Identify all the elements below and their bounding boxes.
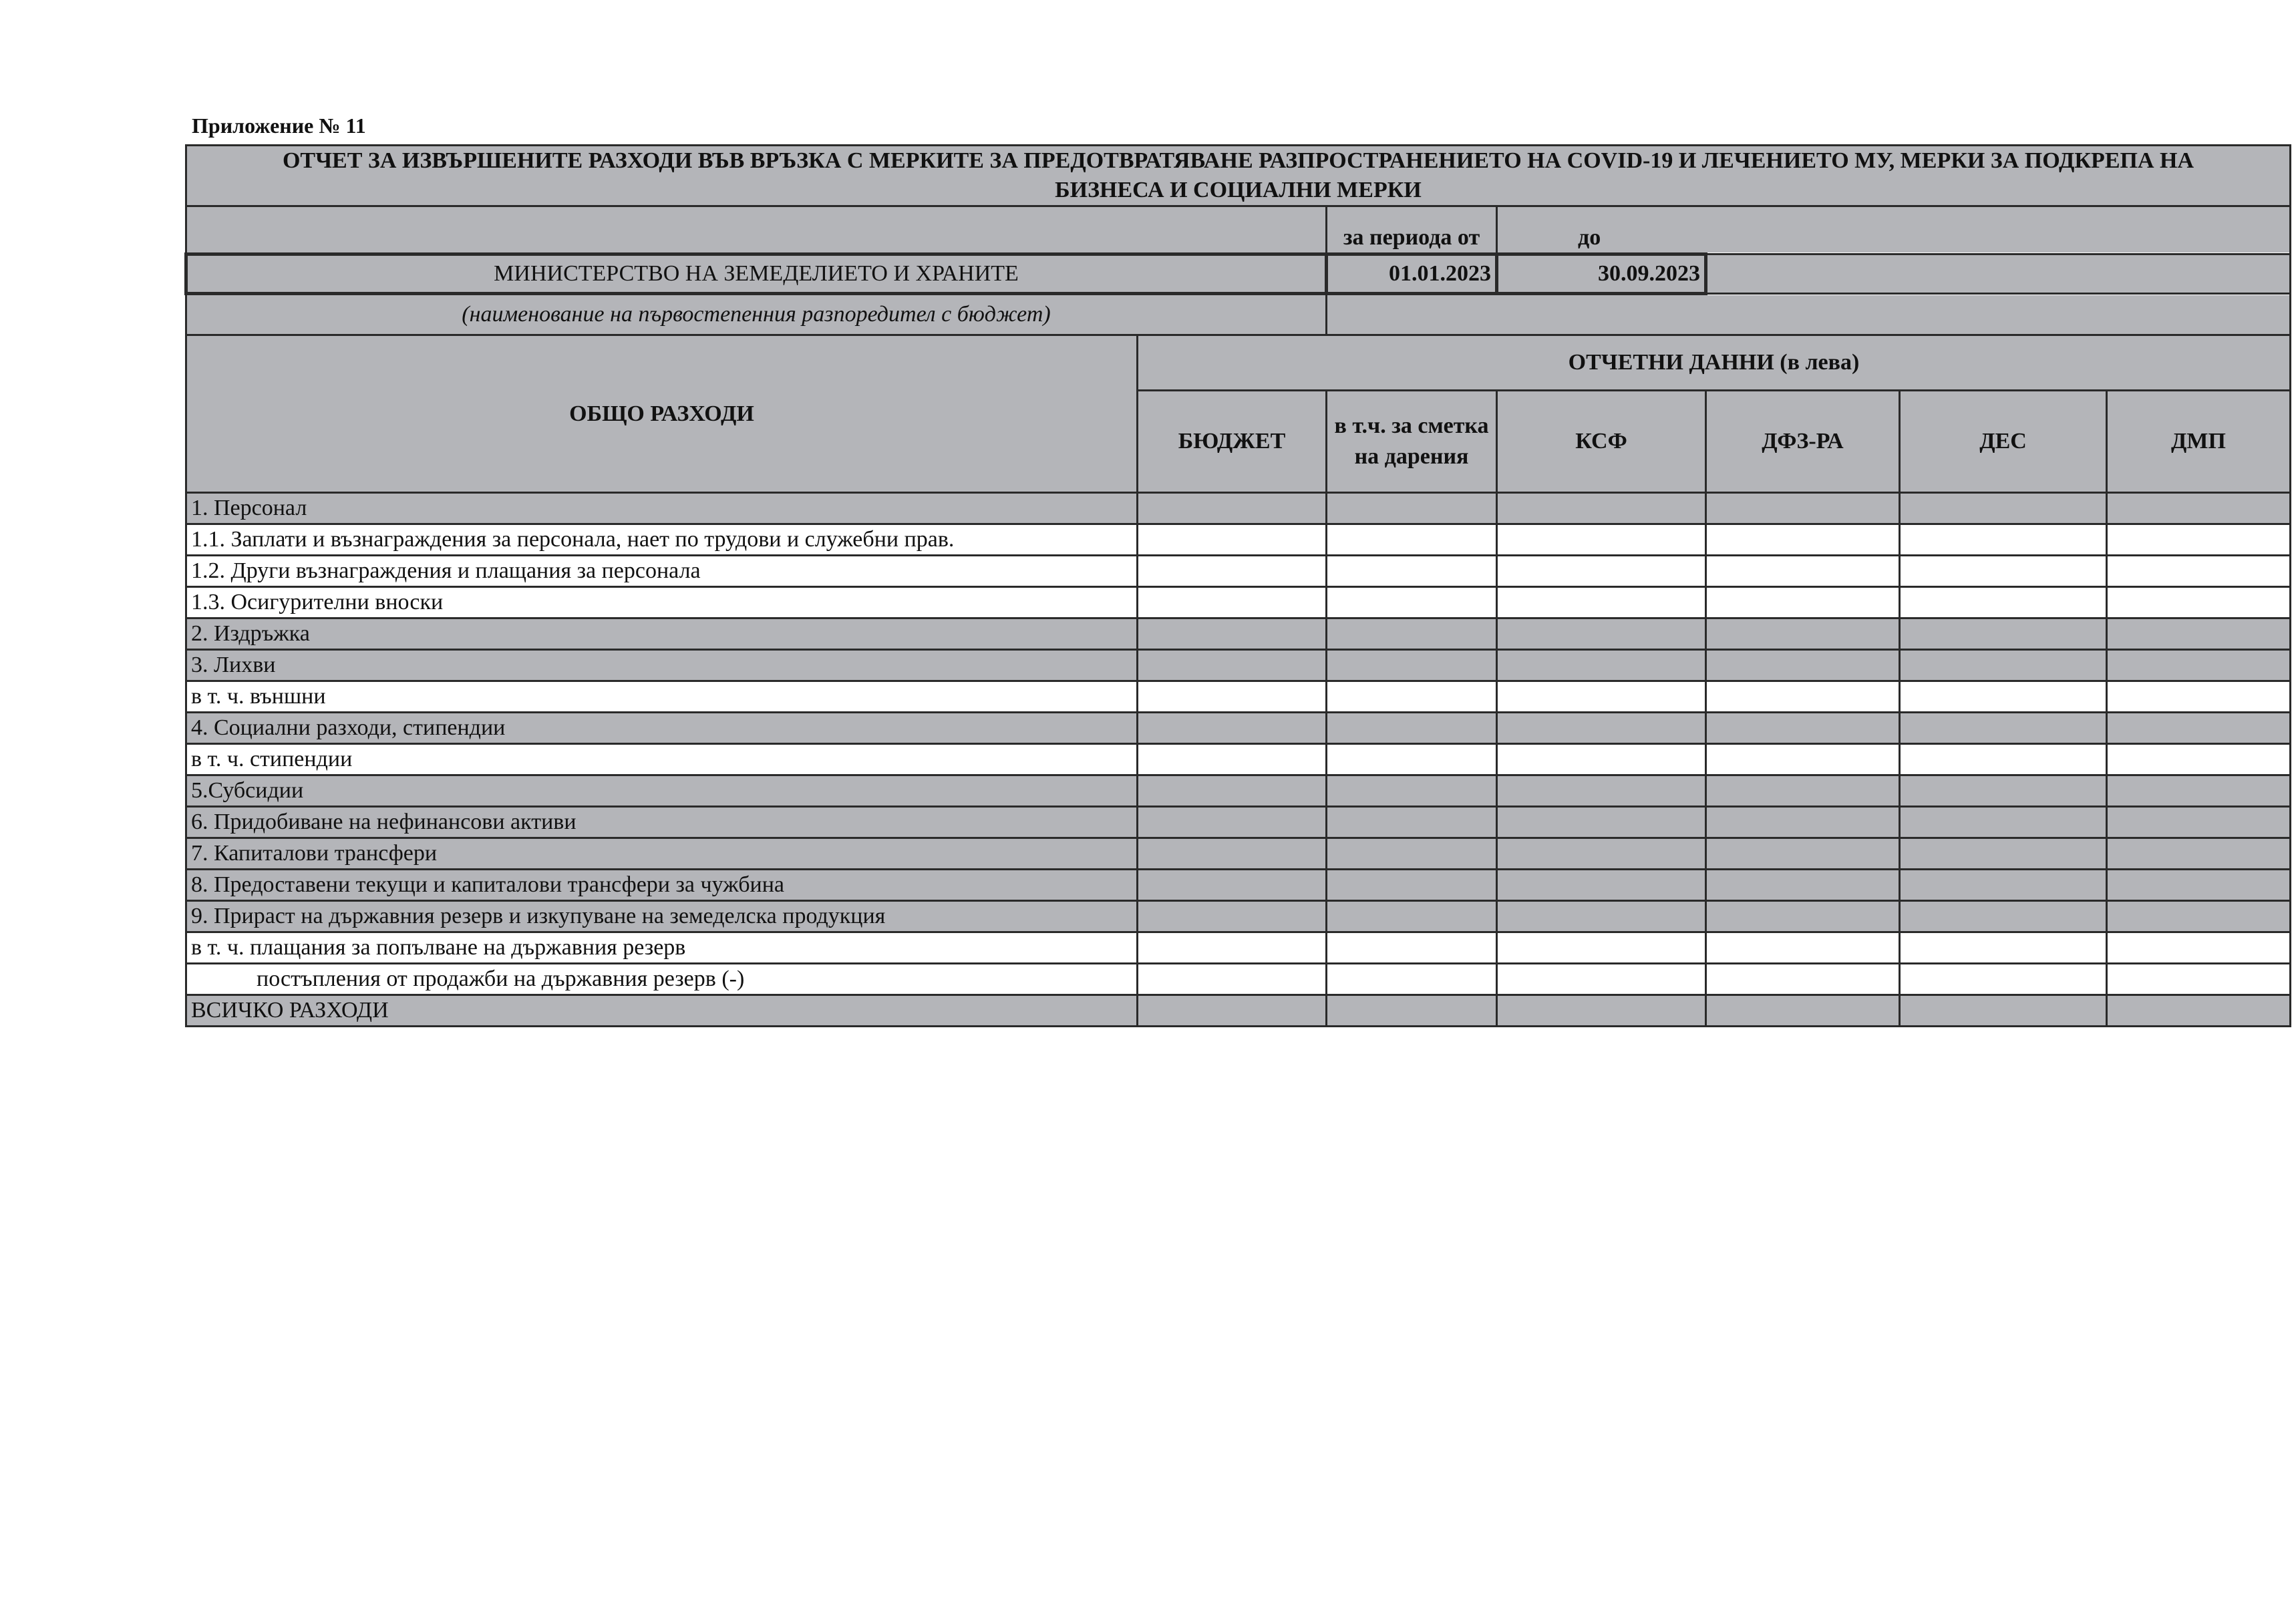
value-cell-dfz-ra [1706,650,1900,681]
ministry-name: МИНИСТЕРСТВО НА ЗЕМЕДЕЛИЕТО И ХРАНИТЕ [186,254,1327,294]
value-cell-donations [1327,964,1497,995]
row-label: в т. ч. стипендии [186,744,1138,775]
value-cell-des [1900,807,2107,838]
table-row [186,775,2291,807]
value-cell-des [1900,713,2107,744]
value-cell-ksf [1497,964,1706,995]
value-cell-donations [1327,775,1497,807]
value-cell-dmp [2107,650,2291,681]
value-cell-ksf [1497,932,1706,964]
table-row [186,838,2291,870]
value-cell-budget [1138,681,1327,713]
value-cell-donations [1327,807,1497,838]
value-cell-ksf [1497,744,1706,775]
table-row [186,964,2291,995]
value-cell-budget [1138,775,1327,807]
period-to-label: до [1497,206,2291,254]
table-row [186,870,2291,901]
ministry-hint: (наименование на първостепенния разпоредител с бюджет) [186,294,1327,335]
row-label: в т. ч. външни [186,681,1138,713]
value-cell-donations [1327,995,1497,1027]
value-cell-budget [1138,650,1327,681]
value-cell-donations [1327,618,1497,650]
row-label: 1.3. Осигурителни вноски [186,587,1138,618]
period-from-label: за периода от [1327,206,1497,254]
report-title-line1: ОТЧЕТ ЗА ИЗВЪРШЕНИТЕ РАЗХОДИ ВЪВ ВРЪЗКА С МЕРКИТЕ ЗА ПРЕДОТВРАТЯВАНЕ РАЗПРОСТРАНЕНИЕТО НА COVID-19 И ЛЕЧЕНИЕТО МУ, МЕРКИ ЗА ПОДКРЕПА НА [282,148,2194,173]
value-cell-ksf [1497,870,1706,901]
table-row [186,650,2291,681]
value-cell-des [1900,493,2107,524]
report-title-line2: БИЗНЕСА И СОЦИАЛНИ МЕРКИ [1055,178,1422,202]
table-row [186,932,2291,964]
value-cell-budget [1138,587,1327,618]
table-row [186,807,2291,838]
value-cell-dmp [2107,587,2291,618]
value-cell-ksf [1497,901,1706,932]
value-cell-dmp [2107,493,2291,524]
value-cell-des [1900,901,2107,932]
row-label: 4. Социални разходи, стипендии [186,713,1138,744]
value-cell-des [1900,587,2107,618]
value-cell-donations [1327,901,1497,932]
value-cell-dfz-ra [1706,744,1900,775]
row-label: 7. Капиталови трансфери [186,838,1138,870]
value-cell-ksf [1497,995,1706,1027]
value-cell-budget [1138,995,1327,1027]
value-cell-dfz-ra [1706,618,1900,650]
value-cell-des [1900,618,2107,650]
table-row [186,744,2291,775]
column-header-des: ДЕС [1900,391,2107,493]
value-cell-des [1900,744,2107,775]
value-cell-des [1900,838,2107,870]
value-cell-des [1900,556,2107,587]
value-cell-des [1900,932,2107,964]
row-label: 9. Прираст на държавния резерв и изкупуване на земеделска продукция [186,901,1138,932]
value-cell-dfz-ra [1706,964,1900,995]
value-cell-dmp [2107,964,2291,995]
column-header-dmp: ДМП [2107,391,2291,493]
value-cell-dfz-ra [1706,807,1900,838]
value-cell-ksf [1497,838,1706,870]
value-cell-dmp [2107,932,2291,964]
expense-report-table [184,144,2291,1027]
value-cell-ksf [1497,650,1706,681]
period-spacer [186,206,1327,254]
value-cell-dmp [2107,901,2291,932]
table-row [186,556,2291,587]
value-cell-donations [1327,870,1497,901]
value-cell-donations [1327,524,1497,556]
value-cell-ksf [1497,524,1706,556]
value-cell-donations [1327,493,1497,524]
column-header-dfz-ra: ДФЗ-РА [1706,391,1900,493]
row-label: 2. Издръжка [186,618,1138,650]
value-cell-budget [1138,964,1327,995]
report-title [186,146,2291,206]
row-label: постъпления от продажби на държавния резерв (-) [186,964,1138,995]
hint-row-spacer [1327,294,2291,335]
value-cell-dmp [2107,838,2291,870]
value-cell-ksf [1497,556,1706,587]
value-cell-dmp [2107,618,2291,650]
value-cell-dfz-ra [1706,556,1900,587]
report-data-header: ОТЧЕТНИ ДАННИ (в лева) [1138,335,2291,391]
appendix-label: Приложение № 11 [192,114,366,138]
value-cell-des [1900,870,2107,901]
value-cell-dfz-ra [1706,681,1900,713]
value-cell-donations [1327,681,1497,713]
column-header-ksf: КСФ [1497,391,1706,493]
value-cell-des [1900,681,2107,713]
row-label: 1. Персонал [186,493,1138,524]
value-cell-budget [1138,932,1327,964]
value-cell-budget [1138,618,1327,650]
value-cell-dmp [2107,775,2291,807]
total-expenses-header: ОБЩО РАЗХОДИ [186,335,1138,493]
value-cell-des [1900,650,2107,681]
table-row [186,587,2291,618]
value-cell-dmp [2107,744,2291,775]
date-to: 30.09.2023 [1497,254,1706,294]
table-row [186,995,2291,1027]
row-label: 8. Предоставени текущи и капиталови трансфери за чужбина [186,870,1138,901]
value-cell-ksf [1497,493,1706,524]
row-label: ВСИЧКО РАЗХОДИ [186,995,1138,1027]
value-cell-donations [1327,587,1497,618]
value-cell-donations [1327,838,1497,870]
table-row [186,681,2291,713]
value-cell-dmp [2107,995,2291,1027]
value-cell-donations [1327,932,1497,964]
value-cell-dmp [2107,681,2291,713]
value-cell-budget [1138,807,1327,838]
table-row [186,618,2291,650]
value-cell-des [1900,524,2107,556]
value-cell-dmp [2107,870,2291,901]
value-cell-ksf [1497,713,1706,744]
value-cell-ksf [1497,681,1706,713]
value-cell-des [1900,995,2107,1027]
value-cell-donations [1327,713,1497,744]
value-cell-des [1900,775,2107,807]
row-label: 5.Субсидии [186,775,1138,807]
row-label: в т. ч. плащания за попълване на държавния резерв [186,932,1138,964]
value-cell-budget [1138,493,1327,524]
value-cell-dfz-ra [1706,838,1900,870]
table-row [186,713,2291,744]
column-header-budget: БЮДЖЕТ [1138,391,1327,493]
row-label: 3. Лихви [186,650,1138,681]
value-cell-dmp [2107,713,2291,744]
value-cell-ksf [1497,587,1706,618]
ministry-row-spacer [1706,254,2291,294]
column-header-donations: в т.ч. за сметка на дарения [1327,391,1497,493]
value-cell-budget [1138,524,1327,556]
value-cell-dmp [2107,556,2291,587]
value-cell-budget [1138,744,1327,775]
value-cell-dfz-ra [1706,713,1900,744]
row-label: 1.2. Други възнаграждения и плащания за персонала [186,556,1138,587]
row-label: 6. Придобиване на нефинансови активи [186,807,1138,838]
value-cell-dfz-ra [1706,901,1900,932]
date-from: 01.01.2023 [1327,254,1497,294]
value-cell-dfz-ra [1706,493,1900,524]
value-cell-budget [1138,556,1327,587]
value-cell-budget [1138,901,1327,932]
value-cell-donations [1327,744,1497,775]
value-cell-dfz-ra [1706,995,1900,1027]
value-cell-ksf [1497,807,1706,838]
value-cell-ksf [1497,618,1706,650]
value-cell-budget [1138,838,1327,870]
value-cell-dmp [2107,807,2291,838]
value-cell-budget [1138,713,1327,744]
table-row [186,901,2291,932]
value-cell-donations [1327,556,1497,587]
table-row [186,493,2291,524]
value-cell-dfz-ra [1706,775,1900,807]
value-cell-dfz-ra [1706,524,1900,556]
value-cell-budget [1138,870,1327,901]
value-cell-des [1900,964,2107,995]
value-cell-dfz-ra [1706,587,1900,618]
value-cell-donations [1327,650,1497,681]
value-cell-dfz-ra [1706,932,1900,964]
table-row [186,524,2291,556]
value-cell-dfz-ra [1706,870,1900,901]
row-label: 1.1. Заплати и възнаграждения за персонала, нает по трудови и служебни прав. [186,524,1138,556]
value-cell-ksf [1497,775,1706,807]
value-cell-dmp [2107,524,2291,556]
